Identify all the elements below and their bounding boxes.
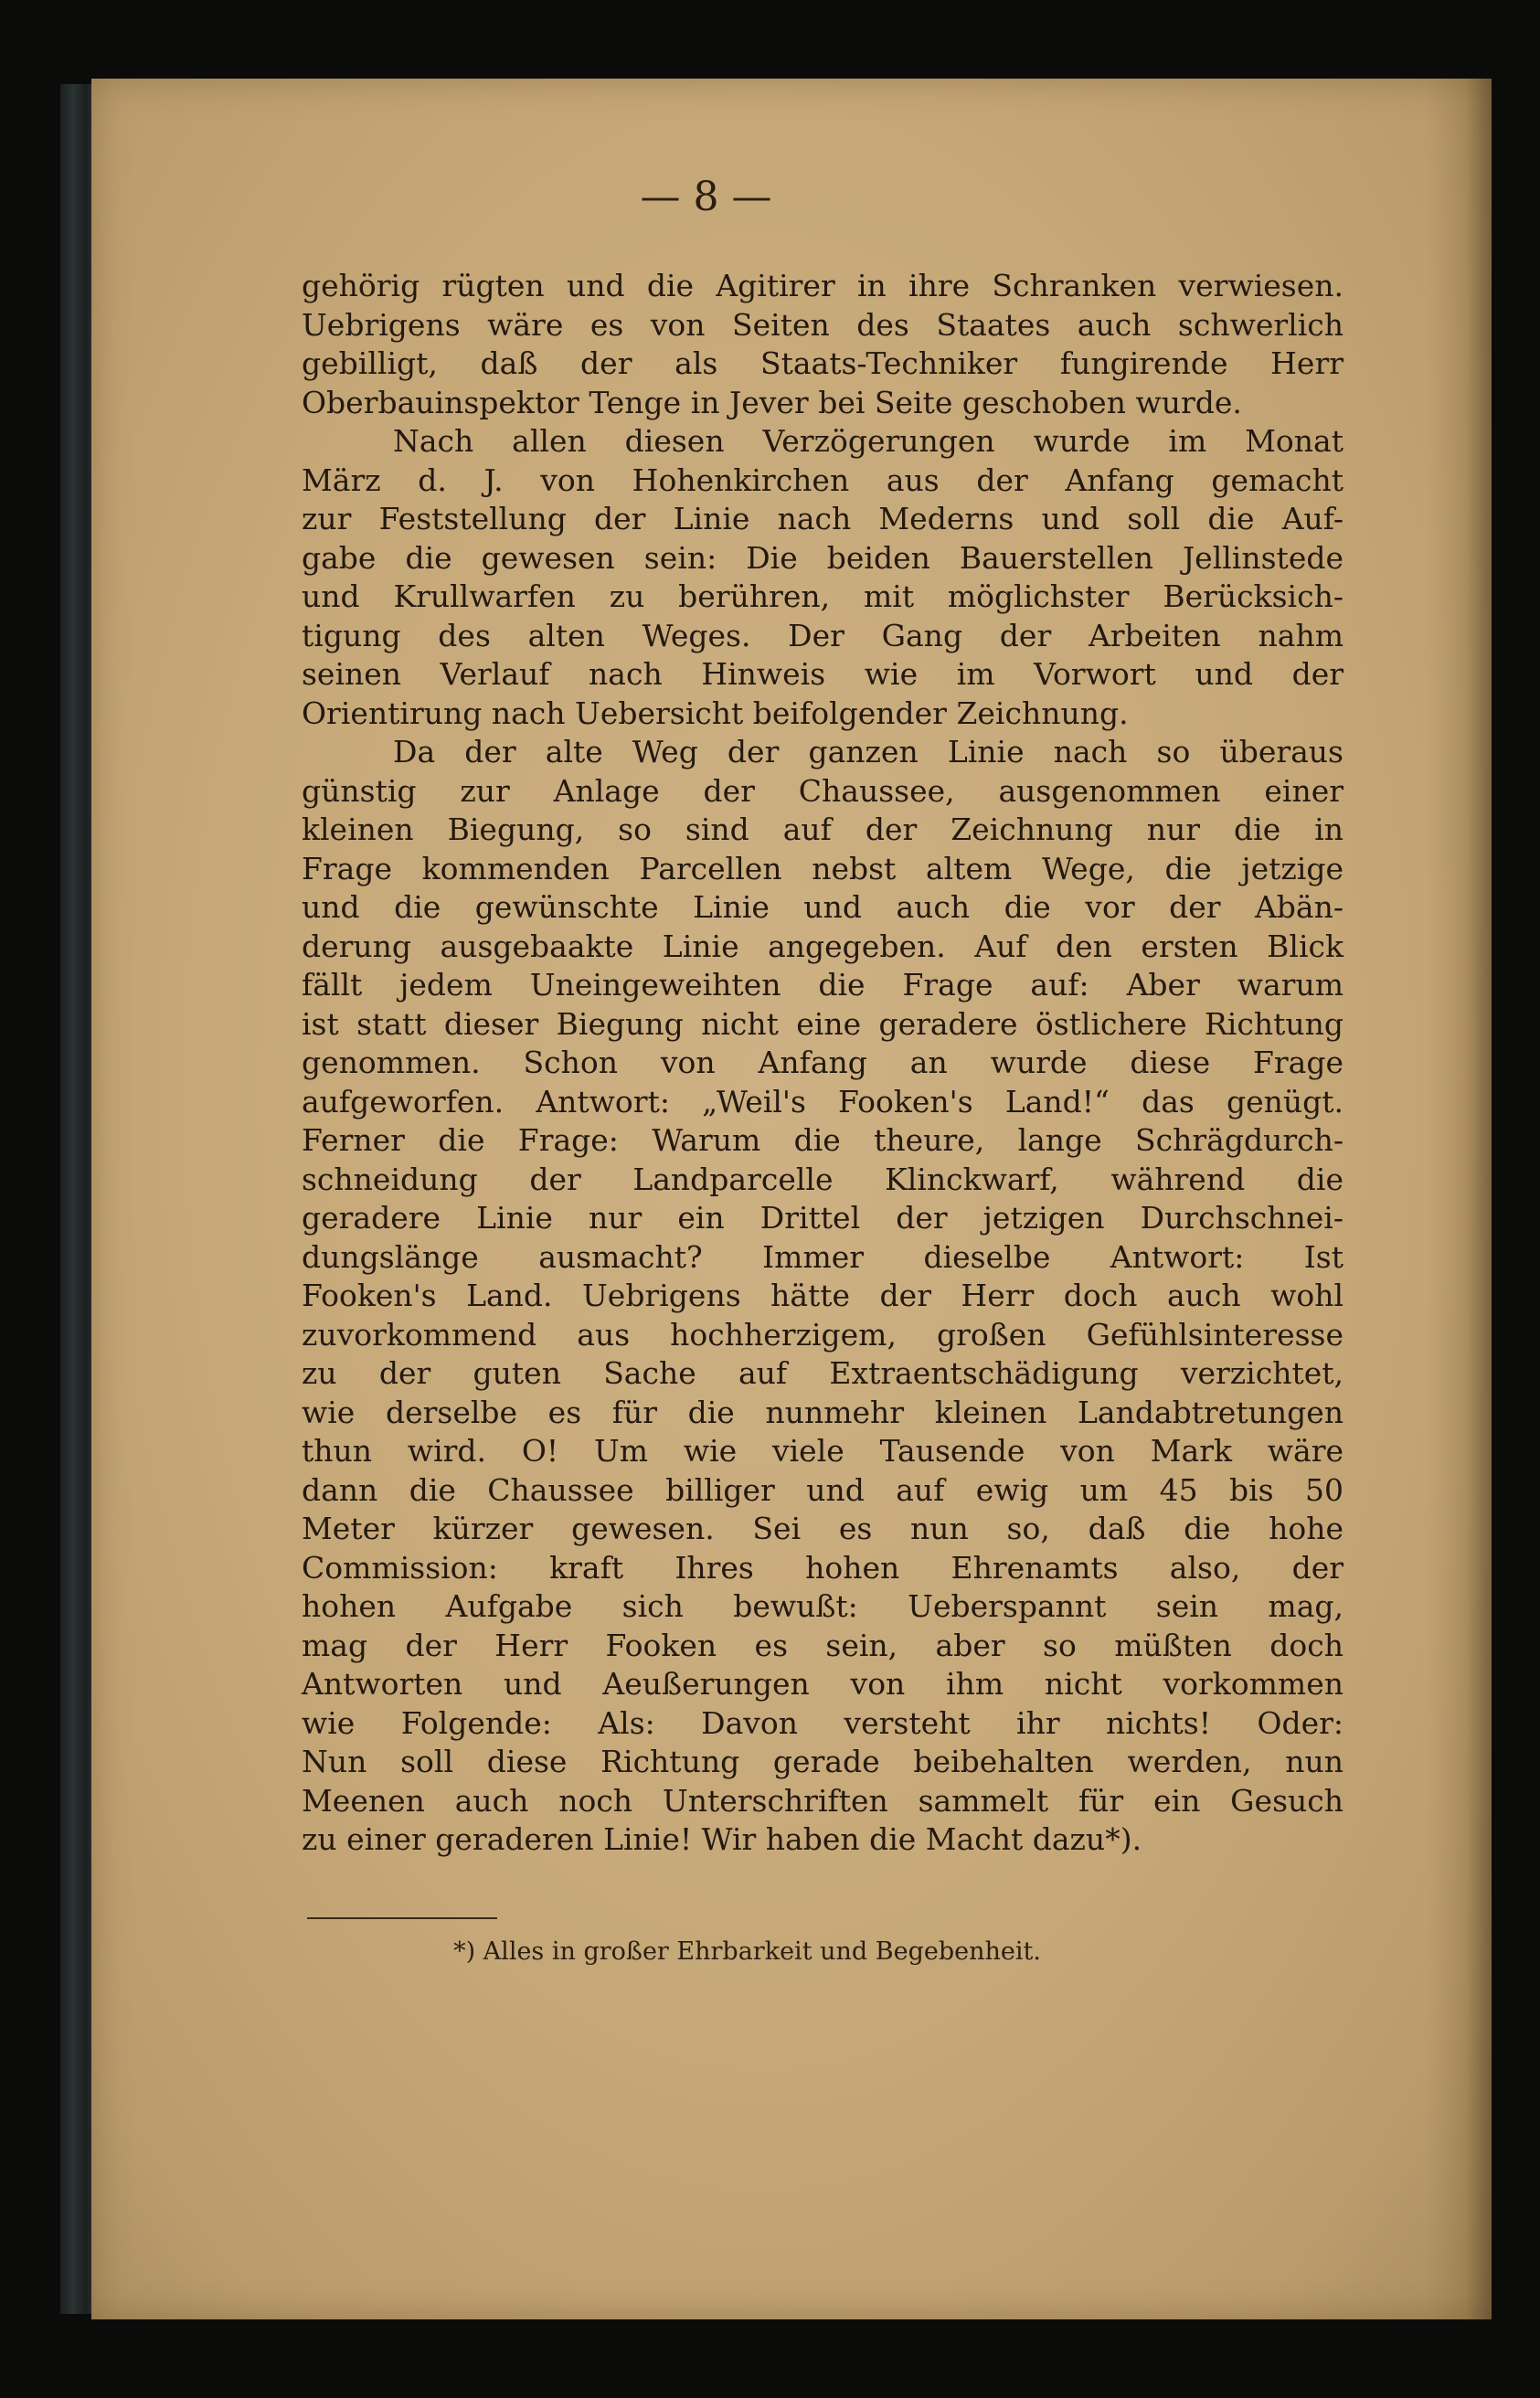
text-line: Commission: kraft Ihres hohen Ehrenamts also, der xyxy=(302,1549,1344,1586)
text-line: aufgeworfen. Antwort: „Weil's Fooken's Land!“ das genügt. xyxy=(302,1083,1344,1119)
text-line: gabe die gewesen sein: Die beiden Bauerstellen Jellinstede xyxy=(302,539,1344,576)
footnote: *) Alles in großer Ehrbarkeit und Begebenheit. xyxy=(453,1937,1041,1966)
text-line: ist statt dieser Biegung nicht eine geradere östlichere Richtung xyxy=(302,1005,1344,1042)
text-line: Frage kommenden Parcellen nebst altem Wege, die jetzige xyxy=(302,850,1344,886)
text-line: Nach allen diesen Verzögerungen wurde im Monat xyxy=(393,423,1344,459)
footnote-rule xyxy=(307,1917,497,1919)
text-line: derung ausgebaakte Linie angegeben. Auf den ersten Blick xyxy=(302,928,1344,964)
text-line: zu einer geraderen Linie! Wir haben die Macht dazu*). xyxy=(302,1821,1142,1857)
text-line: gebilligt, daß der als Staats-Techniker fungirende Herr xyxy=(302,345,1344,381)
text-line: zuvorkommend aus hochherzigem, großen Gefühlsinteresse xyxy=(302,1316,1344,1353)
text-line: kleinen Biegung, so sind auf der Zeichnung nur die in xyxy=(302,812,1344,847)
text-line: dann die Chaussee billiger und auf ewig um 45 bis 50 xyxy=(302,1471,1344,1508)
text-line: seinen Verlauf nach Hinweis wie im Vorwort und der xyxy=(302,656,1344,692)
text-line: Ferner die Frage: Warum die theure, lange Schrägdurch- xyxy=(302,1122,1344,1158)
text-line: Uebrigens wäre es von Seiten des Staates auch schwerlich xyxy=(302,306,1344,343)
text-line: fällt jedem Uneingeweihten die Frage auf: Aber warum xyxy=(302,967,1344,1003)
text-line: wie Folgende: Als: Davon versteht ihr nichts! Oder: xyxy=(302,1704,1344,1741)
text-line: Meter kürzer gewesen. Sei es nun so, daß die hohe xyxy=(302,1511,1344,1546)
text-line: Fooken's Land. Uebrigens hätte der Herr doch auch wohl xyxy=(302,1278,1344,1313)
text-line: gehörig rügten und die Agitirer in ihre Schranken verwiesen. xyxy=(302,268,1344,303)
text-line: Meenen auch noch Unterschriften sammelt für ein Gesuch xyxy=(302,1782,1344,1819)
text-line: genommen. Schon von Anfang an wurde diese Frage xyxy=(302,1045,1344,1080)
text-line: geradere Linie nur ein Drittel der jetzigen Durchschnei- xyxy=(302,1200,1344,1236)
text-line: zur Feststellung der Linie nach Mederns und soll die Auf- xyxy=(302,501,1344,536)
text-line: und die gewünschte Linie und auch die vor der Abän- xyxy=(302,889,1344,925)
text-line: thun wird. O! Um wie viele Tausende von Mark wäre xyxy=(302,1433,1344,1469)
text-line: mag der Herr Fooken es sein, aber so müßten doch xyxy=(302,1627,1344,1663)
text-line: tigung des alten Weges. Der Gang der Arbeiten nahm xyxy=(302,617,1344,653)
text-line: günstig zur Anlage der Chaussee, ausgenommen einer xyxy=(302,772,1344,809)
text-line: zu der guten Sache auf Extraentschädigung verzichtet, xyxy=(302,1355,1344,1391)
text-line: und Krullwarfen zu berühren, mit möglichster Berücksich- xyxy=(302,578,1344,614)
text-line: schneidung der Landparcelle Klinckwarf, während die xyxy=(302,1161,1344,1197)
text-line: wie derselbe es für die nunmehr kleinen Landabtretungen xyxy=(302,1394,1344,1430)
page-number: — 8 — xyxy=(640,174,772,220)
text-line: Antworten und Aeußerungen von ihm nicht vorkommen xyxy=(302,1666,1344,1702)
text-line: Da der alte Weg der ganzen Linie nach so überaus xyxy=(393,734,1344,769)
text-line: Orientirung nach Uebersicht beifolgender Zeichnung. xyxy=(302,695,1129,731)
text-line: dungslänge ausmacht? Immer dieselbe Antwort: Ist xyxy=(302,1238,1344,1275)
body-text xyxy=(302,267,1344,1860)
text-line: Nun soll diese Richtung gerade beibehalten werden, nun xyxy=(302,1744,1344,1779)
text-line: Oberbauinspektor Tenge in Jever bei Seite geschoben wurde. xyxy=(302,384,1242,420)
page-edge-shadow xyxy=(1428,79,1492,2319)
text-line: März d. J. von Hohenkirchen aus der Anfang gemacht xyxy=(302,462,1344,498)
text-line: hohen Aufgabe sich bewußt: Ueberspannt sein mag, xyxy=(302,1588,1344,1624)
